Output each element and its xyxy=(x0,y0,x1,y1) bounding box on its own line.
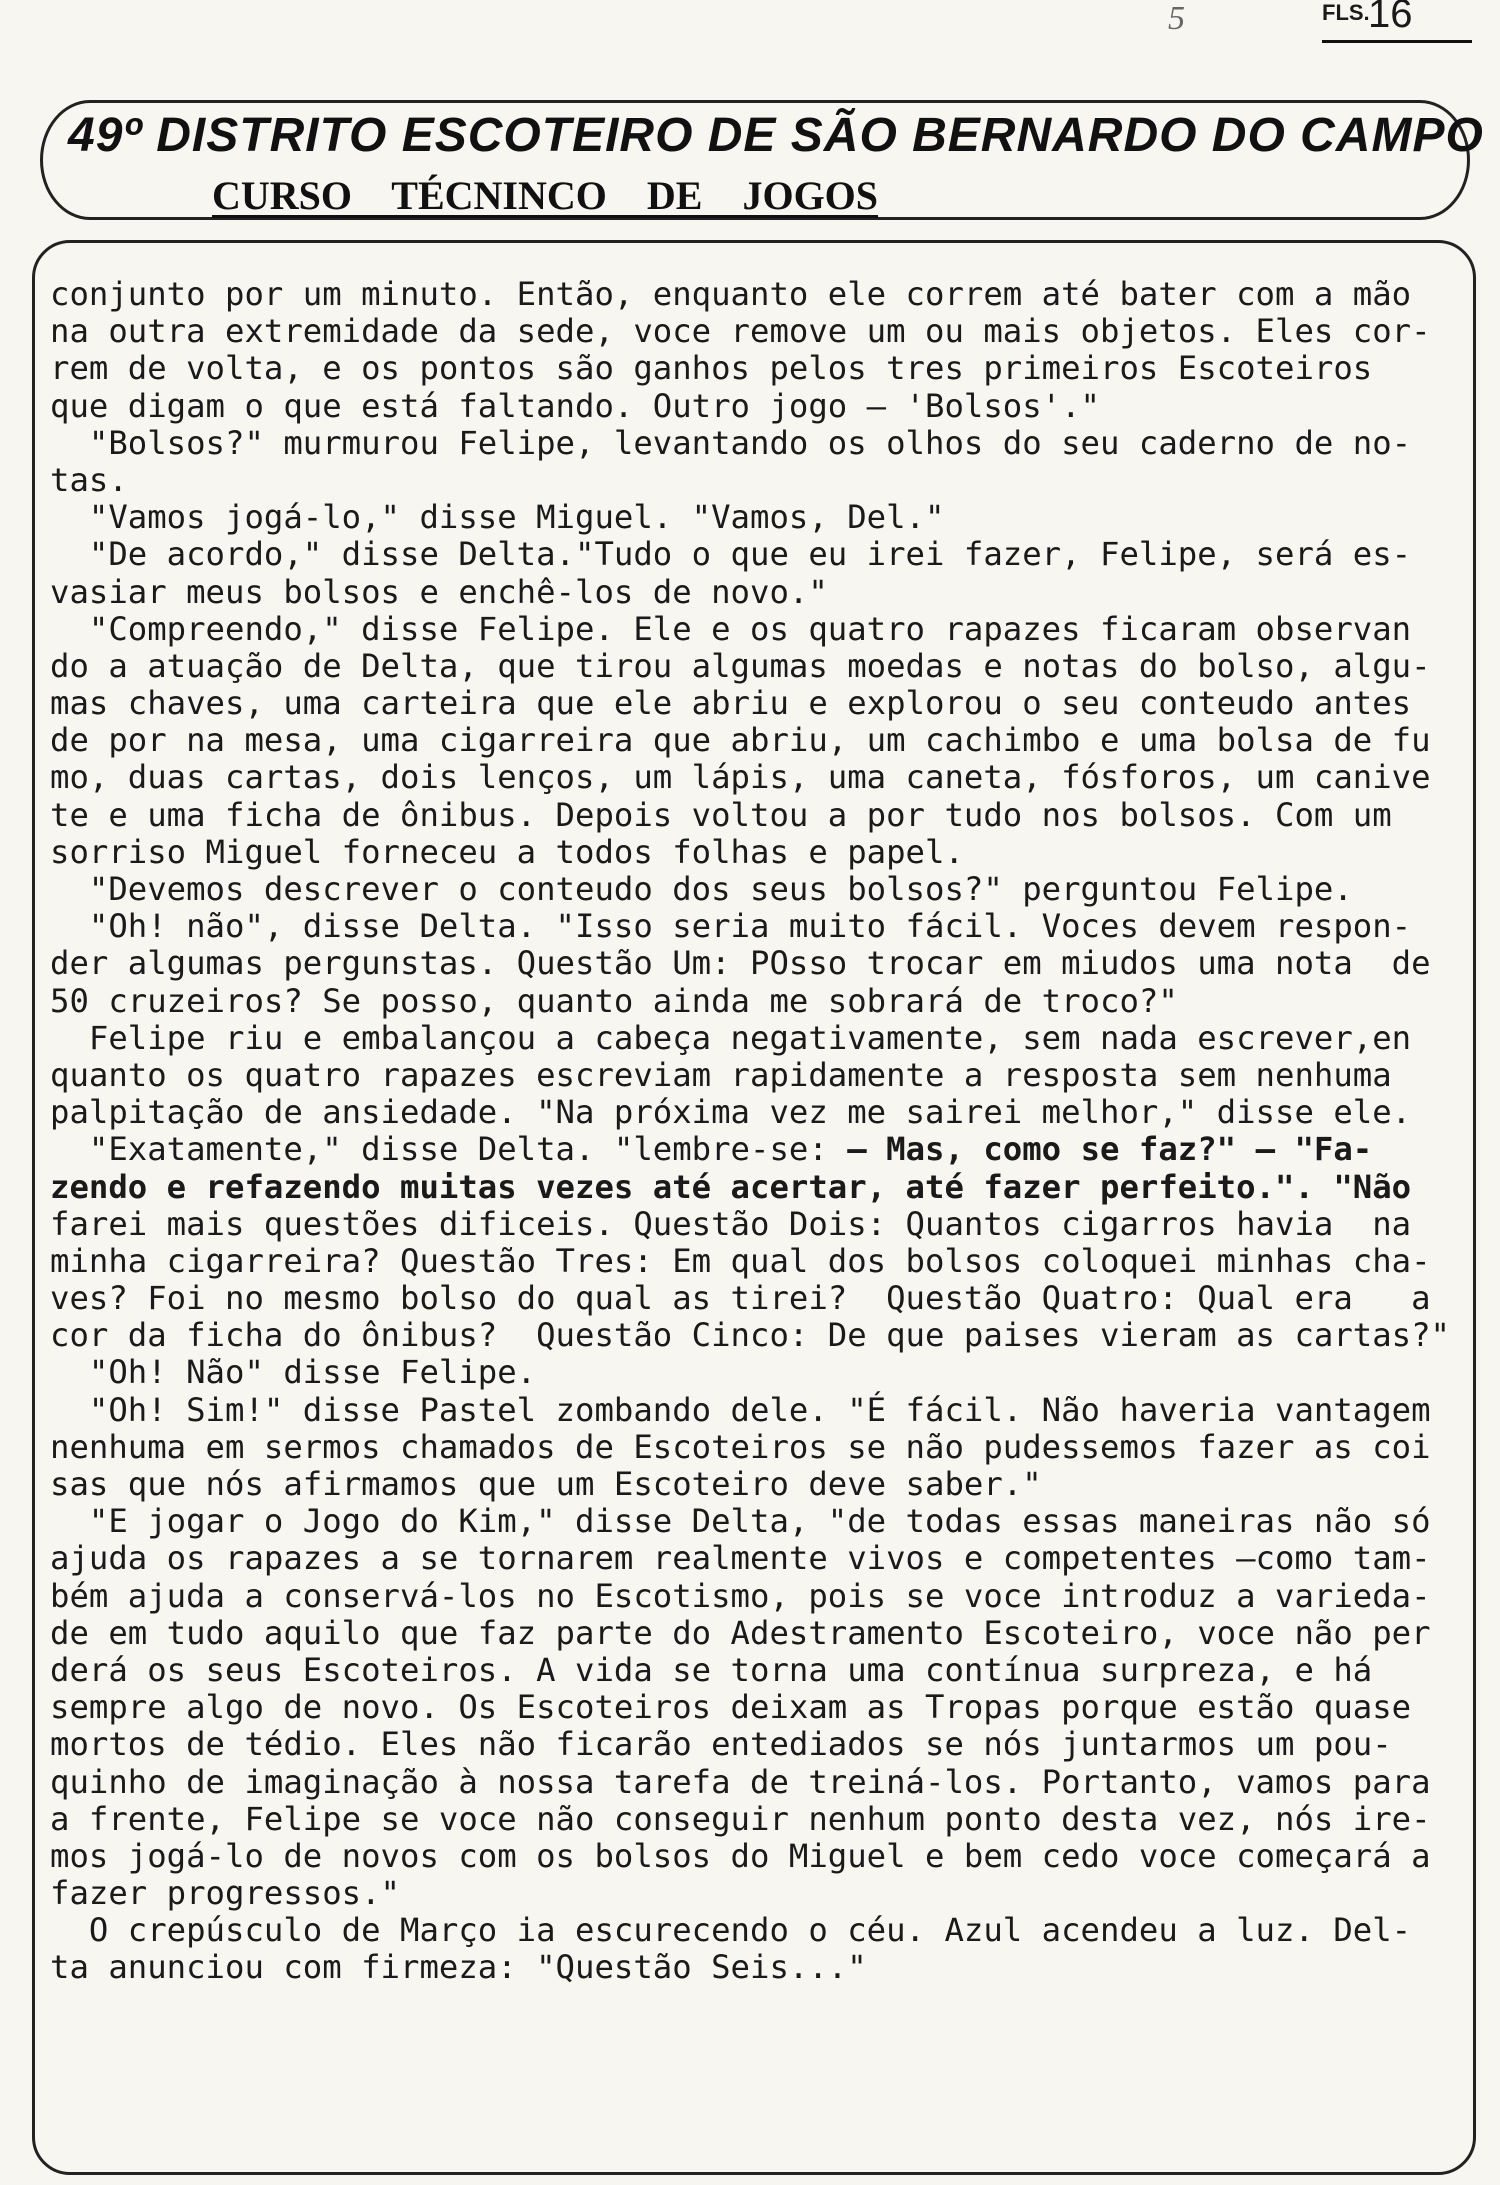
text-line: 50 cruzeiros? Se posso, quanto ainda me sobrará de troco?" xyxy=(50,981,1178,1020)
text-line: "Compreendo," disse Felipe. Ele e os quatro rapazes ficaram observan xyxy=(50,609,1412,648)
text-line: ta anunciou com firmeza: "Questão Seis..." xyxy=(50,1948,867,1987)
text-line: derá os seus Escoteiros. A vida se torna uma contínua surpreza, e há xyxy=(50,1650,1373,1689)
body-text xyxy=(50,276,1460,1987)
emphasis-text: — Mas, como se faz?" — "Fa- xyxy=(847,1130,1373,1169)
course-title: CURSO TÉCNINCO DE JOGOS xyxy=(212,173,879,218)
text-line: "Bolsos?" murmurou Felipe, levantando os olhos do seu caderno de no- xyxy=(50,423,1412,462)
text-line: zendo e refazendo muitas vezes até acertar, até fazer perfeito.". "Não xyxy=(50,1167,1412,1206)
text-line: sempre algo de novo. Os Escoteiros deixam as Tropas porque estão quase xyxy=(50,1688,1412,1727)
text-line: te e uma ficha de ônibus. Depois voltou a por tudo nos bolsos. Com um xyxy=(50,795,1392,834)
text-line: palpitação de ansiedade. "Na próxima vez me sairei melhor," disse ele. xyxy=(50,1093,1412,1132)
text-segment: "Exatamente," disse Delta. "lembre-se: xyxy=(50,1130,848,1169)
text-line: Felipe riu e embalançou a cabeça negativamente, sem nada escrever,en xyxy=(50,1018,1412,1057)
text-line: quanto os quatro rapazes escreviam rapidamente a resposta sem nenhuma xyxy=(50,1055,1392,1094)
text-line: "Oh! Não" disse Felipe. xyxy=(50,1353,537,1392)
text-line: sorriso Miguel forneceu a todos folhas e papel. xyxy=(50,832,964,871)
text-line: farei mais questões dificeis. Questão Dois: Quantos cigarros havia na xyxy=(50,1204,1412,1243)
text-line: sas que nós afirmamos que um Escoteiro deve saber." xyxy=(50,1465,1042,1503)
text-line: quinho de imaginação à nossa tarefa de treiná-los. Portanto, vamos para xyxy=(50,1762,1431,1801)
text-line: rem de volta, e os pontos são ganhos pelos tres primeiros Escoteiros xyxy=(50,349,1373,388)
text-line: mortos de tédio. Eles não ficarão entediados se nós juntarmos um pou- xyxy=(50,1725,1392,1764)
text-line: que digam o que está faltando. Outro jogo — 'Bolsos'." xyxy=(50,386,1100,425)
text-line: mos jogá-lo de novos com os bolsos do Miguel e bem cedo voce começará a xyxy=(50,1836,1431,1875)
text-line: "Devemos descrever o conteudo dos seus bolsos?" perguntou Felipe. xyxy=(50,870,1353,908)
text-line: ves? Foi no mesmo bolso do qual as tirei? Questão Quatro: Qual era a xyxy=(50,1279,1431,1318)
text-line: "Oh! Sim!" disse Pastel zombando dele. "É fácil. Não haveria vantagem xyxy=(50,1390,1431,1429)
text-line: nenhuma em sermos chamados de Escoteiros se não pudessemos fazer as coi xyxy=(50,1427,1431,1466)
text-line: tas. xyxy=(50,460,128,499)
text-line: der algumas pergunstas. Questão Um: POsso trocar em miudos uma nota de xyxy=(50,944,1431,983)
text-line: O crepúsculo de Março ia escurecendo o céu. Azul acendeu a luz. Del- xyxy=(50,1911,1412,1950)
text-line: na outra extremidade da sede, voce remove um ou mais objetos. Eles cor- xyxy=(50,312,1431,351)
text-line: "Vamos jogá-lo," disse Miguel. "Vamos, Del." xyxy=(50,498,945,537)
text-line: mas chaves, uma carteira que ele abriu e explorou o seu conteudo antes xyxy=(50,684,1412,723)
text-line: conjunto por um minuto. Então, enquanto ele correm até bater com a mão xyxy=(50,275,1412,313)
text-line: "E jogar o Jogo do Kim," disse Delta, "de todas essas maneiras não só xyxy=(50,1502,1431,1541)
text-line: mo, duas cartas, dois lenços, um lápis, uma caneta, fósforos, um canive xyxy=(50,758,1431,797)
text-line: minha cigarreira? Questão Tres: Em qual dos bolsos coloquei minhas cha- xyxy=(50,1241,1431,1280)
text-line: cor da ficha do ônibus? Questão Cinco: De que paises vieram as cartas?" xyxy=(50,1316,1450,1355)
text-line: do a atuação de Delta, que tirou algumas moedas e notas do bolso, algu- xyxy=(50,646,1431,685)
text-line: "De acordo," disse Delta."Tudo o que eu irei fazer, Felipe, será es- xyxy=(50,535,1412,574)
text-line: a frente, Felipe se voce não conseguir nenhum ponto desta vez, nós ire- xyxy=(50,1799,1431,1838)
text-line: fazer progressos." xyxy=(50,1874,400,1913)
text-line-with-emphasis xyxy=(50,1131,1460,1168)
text-line: bém ajuda a conservá-los no Escotismo, pois se voce introduz a varieda- xyxy=(50,1576,1431,1615)
page-number: 16 xyxy=(1368,0,1413,36)
text-line: vasiar meus bolsos e enchê-los de novo." xyxy=(50,572,828,611)
page-number-label: FLS. xyxy=(1322,0,1370,25)
page-number-field xyxy=(1322,0,1472,43)
text-line: "Oh! não", disse Delta. "Isso seria muito fácil. Voces devem respon- xyxy=(50,907,1412,946)
district-title: 49º DISTRITO ESCOTEIRO DE SÃO BERNARDO DO CAMPO xyxy=(68,109,1484,162)
text-line: de por na mesa, uma cigarreira que abriu, um cachimbo e uma bolsa de fu xyxy=(50,721,1431,760)
text-line: ajuda os rapazes a se tornarem realmente vivos e competentes —como tam- xyxy=(50,1539,1431,1578)
text-line: de em tudo aquilo que faz parte do Adestramento Escoteiro, voce não per xyxy=(50,1613,1431,1652)
page-corner-mark: 5 xyxy=(1168,0,1185,37)
